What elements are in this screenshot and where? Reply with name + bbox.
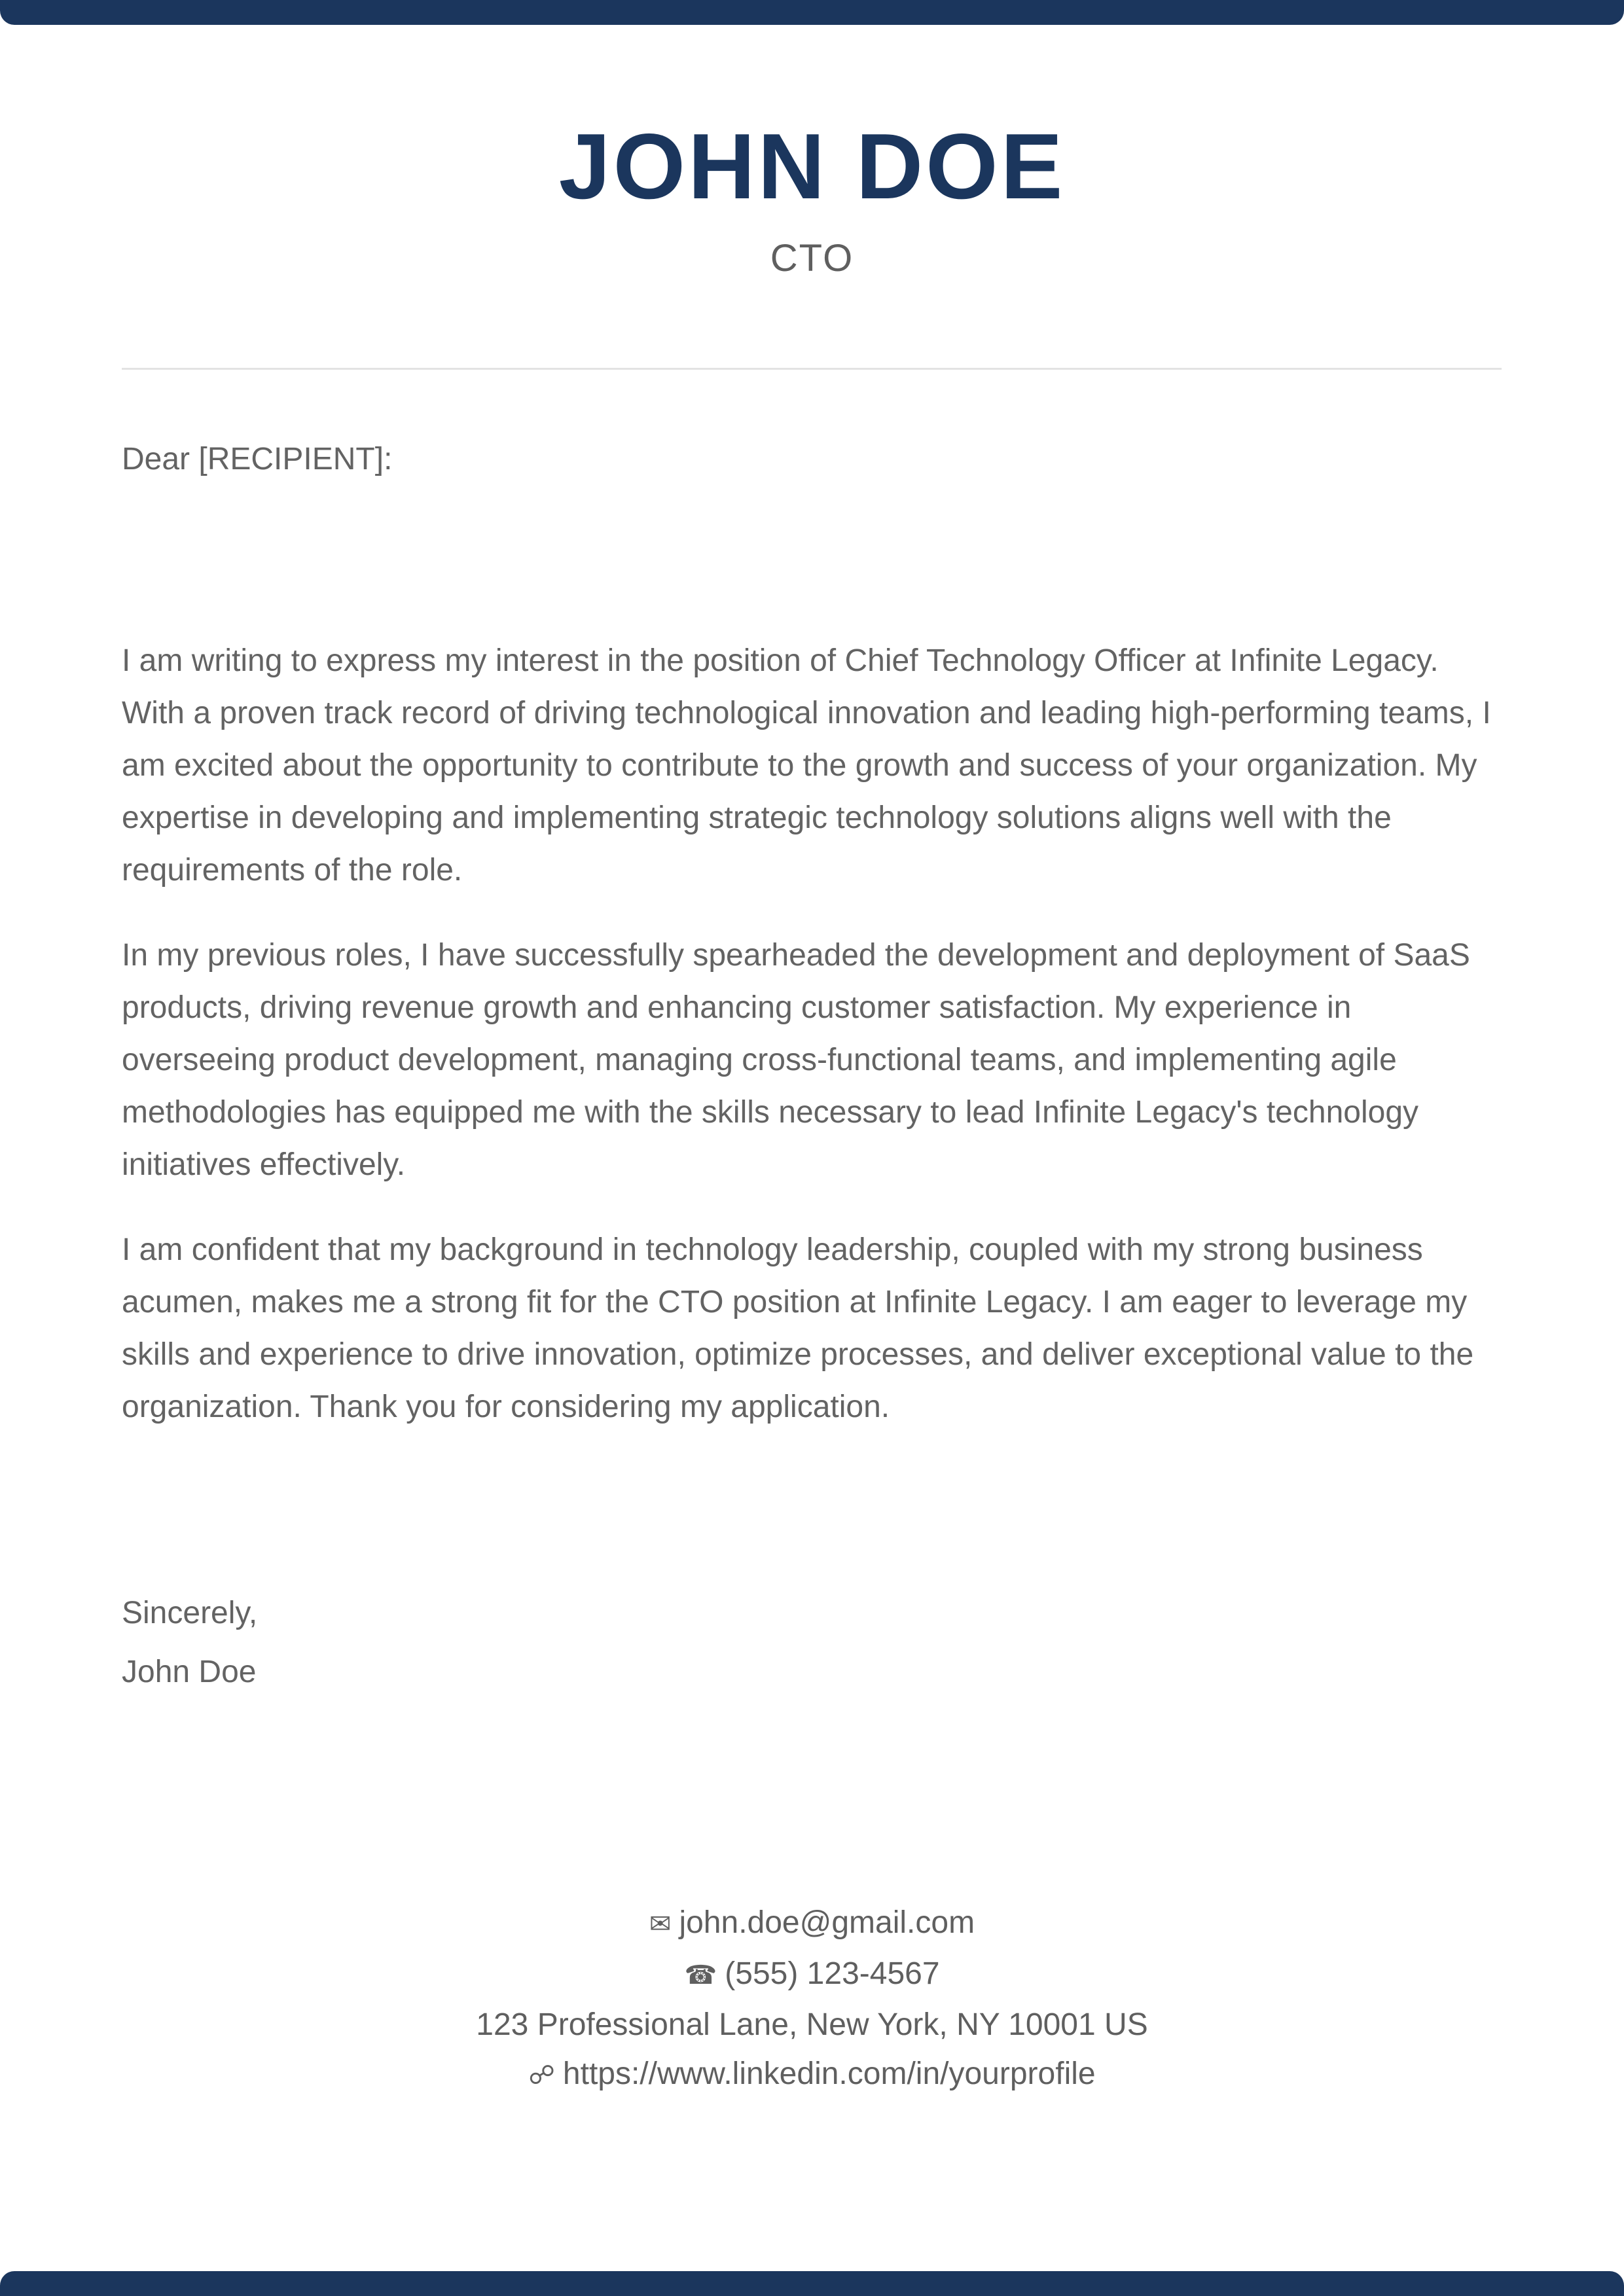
top-accent-bar	[0, 0, 1624, 25]
signature-name: John Doe	[122, 1655, 257, 1689]
body-paragraph-1: I am writing to express my interest in the position of Chief Technology Officer at Infinite Legacy. With a proven track record of driving technological innovation and leading high-performing teams, I am excited about the opportunity to contribute to the growth and success of your organization. My expertise in developing and implementing strategic technology solutions aligns well with the requirements of the role.	[122, 643, 1491, 888]
telephone-icon: ☎	[684, 1961, 717, 1990]
salutation: Dear [RECIPIENT]:	[122, 442, 393, 476]
link-icon: ☍	[528, 2061, 555, 2090]
body-paragraph-3: I am confident that my background in technology leadership, coupled with my strong business acumen, makes me a strong fit for the CTO position at Infinite Legacy. I am eager to leverage my skills and experience to drive innovation, optimize processes, and deliver exceptional value to the organization. Thank you for considering my application.	[122, 1232, 1474, 1424]
contact-address: 123 Professional Lane, New York, NY 10001 US	[476, 2007, 1148, 2042]
closing-phrase: Sincerely,	[122, 1596, 258, 1630]
header-divider	[122, 368, 1502, 370]
letter-header	[0, 111, 1624, 281]
applicant-role: CTO	[770, 237, 854, 279]
contact-phone: (555) 123-4567	[725, 1956, 940, 1991]
body-paragraph-2: In my previous roles, I have successfully spearheaded the development and deployment of SaaS products, driving revenue growth and enhancing customer satisfaction. My experience in overseeing product development, managing cross-functional teams, and implementing agile methodologies has equipped me with the skills necessary to lead Infinite Legacy's technology initiatives effectively.	[122, 938, 1470, 1182]
envelope-icon: ✉	[649, 1910, 672, 1939]
applicant-name: JOHN DOE	[558, 115, 1066, 219]
contact-linkedin[interactable]: https://www.linkedin.com/in/yourprofile	[562, 2056, 1096, 2091]
letter-body	[122, 635, 1502, 1466]
bottom-accent-bar	[0, 2271, 1624, 2296]
contact-info	[0, 1898, 1624, 2100]
letter-closing	[122, 1584, 1502, 1702]
contact-linkedin-row	[0, 2049, 1624, 2100]
contact-email-row	[0, 1898, 1624, 1949]
contact-email[interactable]: john.doe@gmail.com	[679, 1905, 975, 1940]
contact-phone-row	[0, 1949, 1624, 2000]
